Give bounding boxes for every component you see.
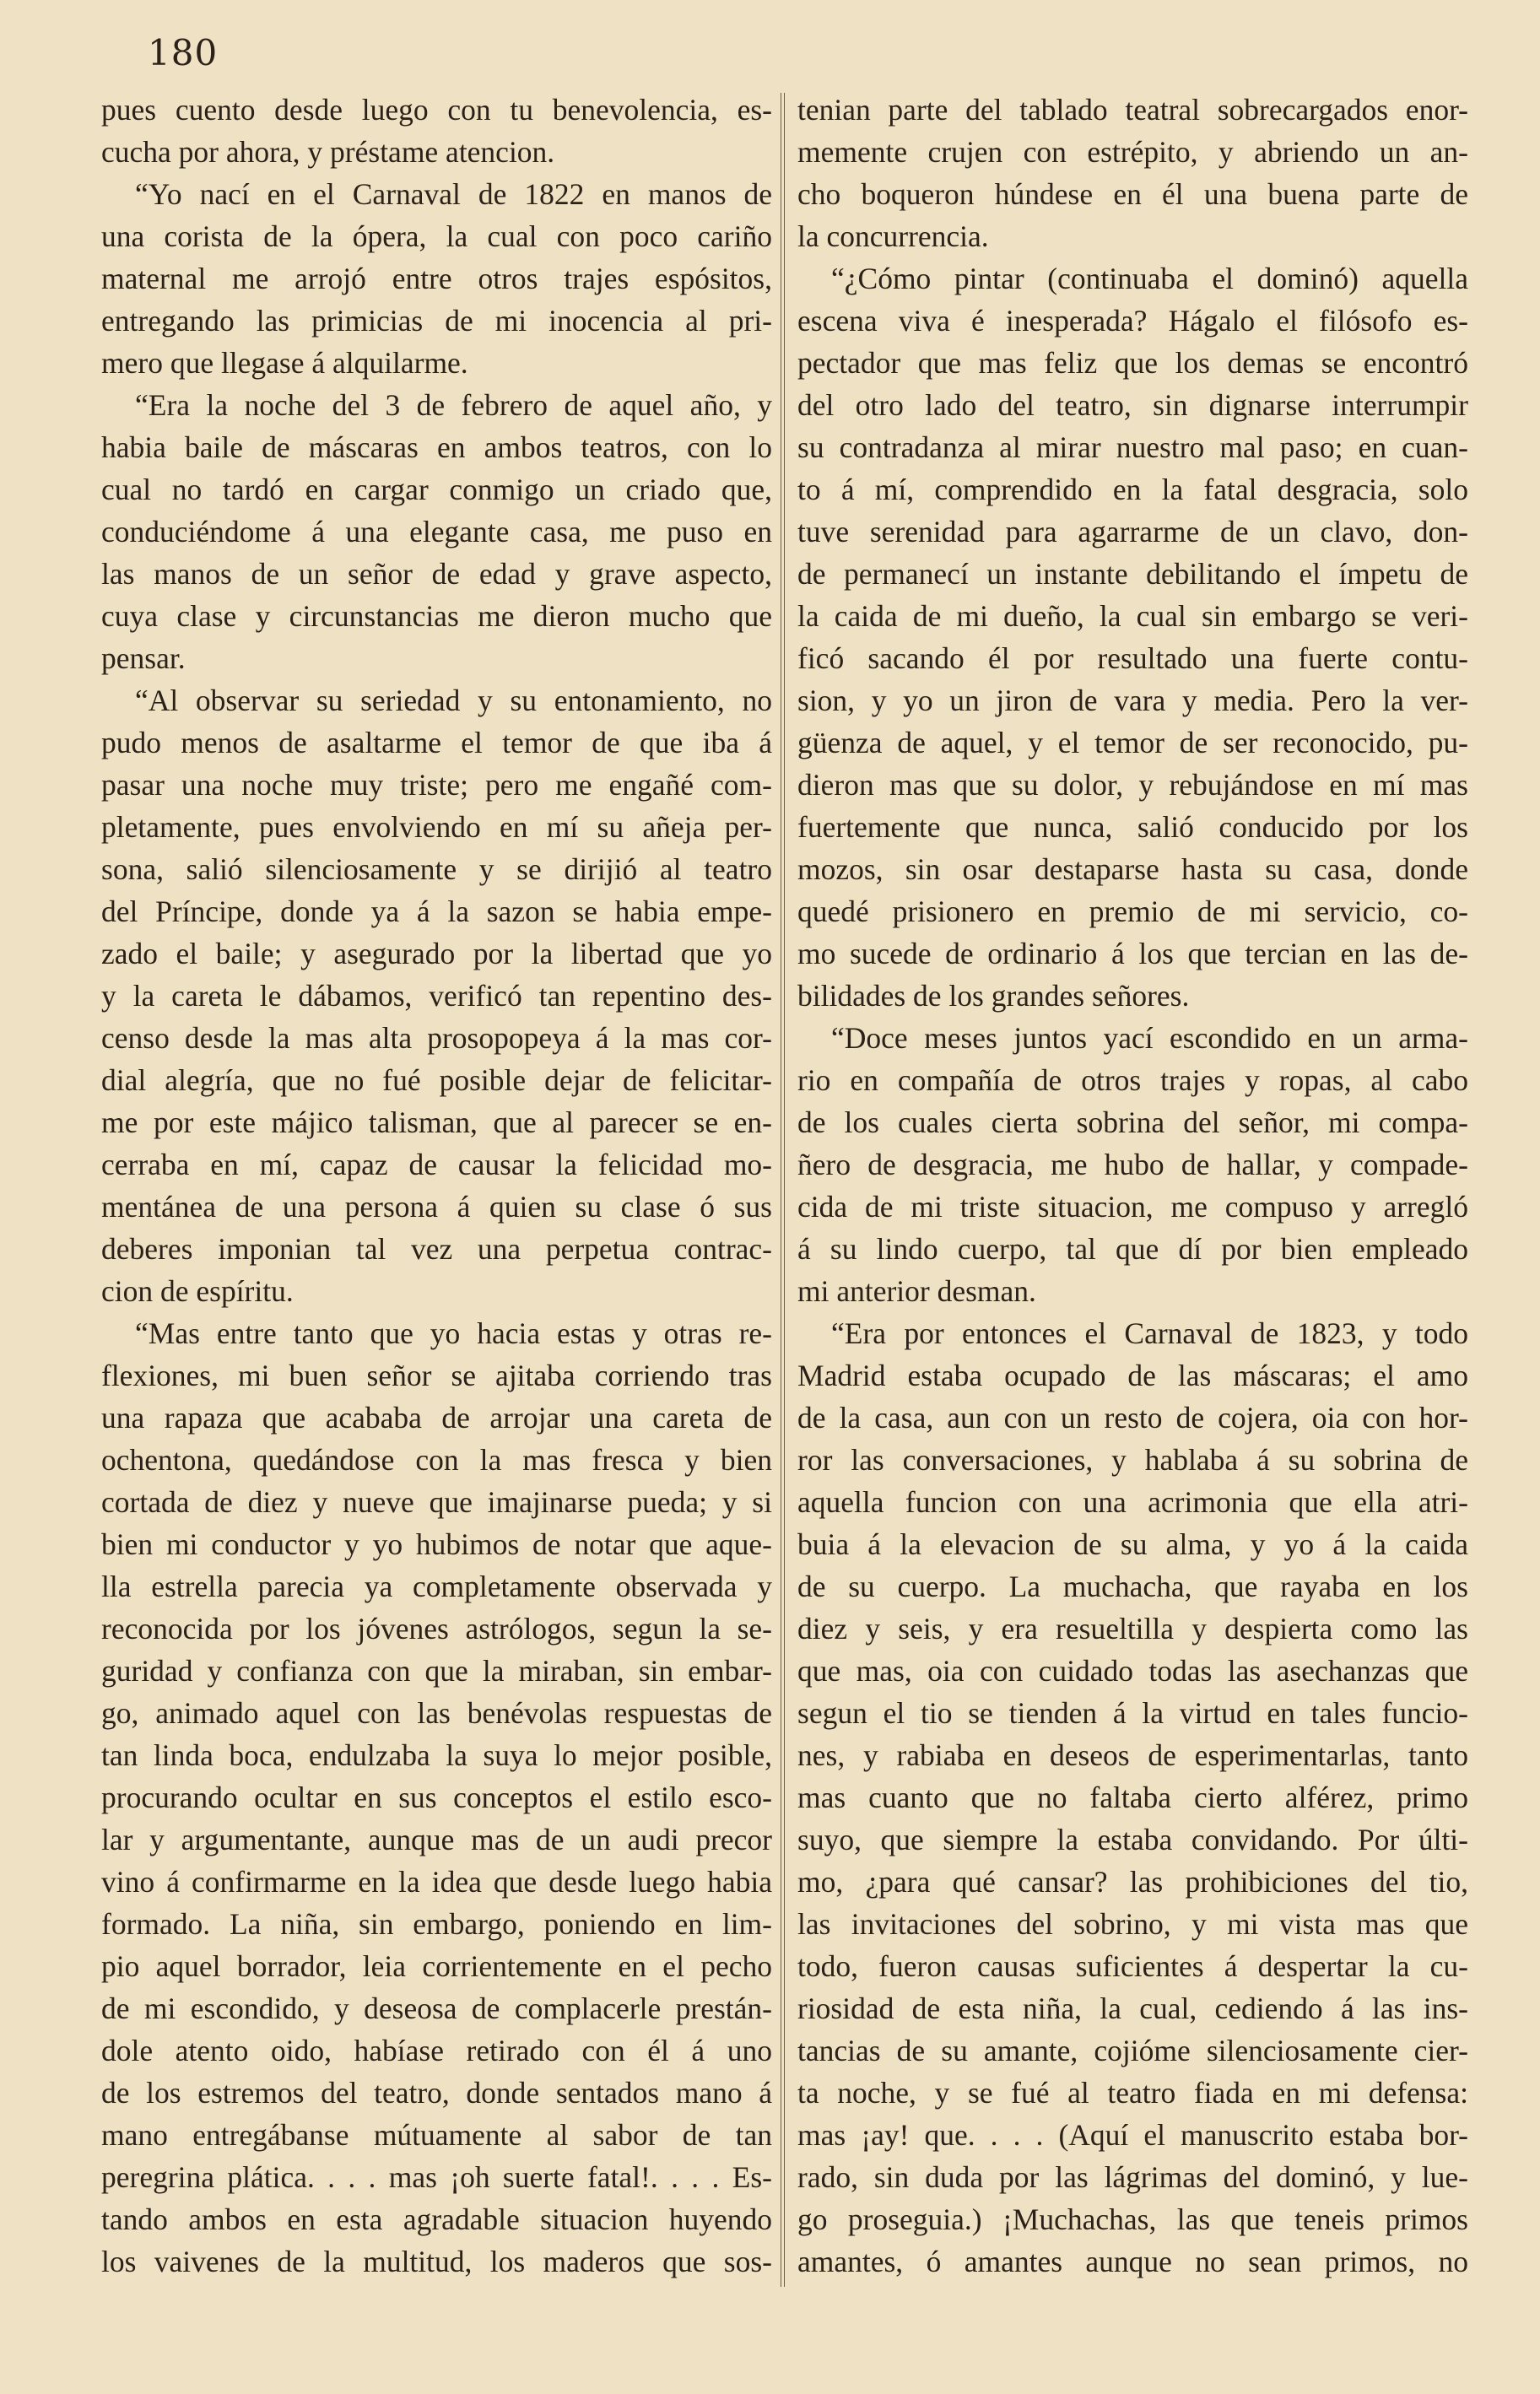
- text-line: amantes, ó amantes aunque no sean primos, no: [797, 2245, 1468, 2278]
- text-line: ror las conversaciones, y hablaba á su sobrina de: [797, 1443, 1468, 1477]
- text-line: deberes imponian tal vez una perpetua contrac-: [101, 1232, 772, 1266]
- text-line: rado, sin duda por las lágrimas del dominó, y lue-: [797, 2160, 1468, 2194]
- text-line: me por este májico talisman, que al parecer se en-: [101, 1105, 772, 1139]
- text-line: “Era por entonces el Carnaval de 1823, y todo: [831, 1316, 1468, 1350]
- text-line: habia baile de máscaras en ambos teatros, con lo: [101, 430, 772, 464]
- text-line: cion de espíritu.: [101, 1274, 294, 1308]
- text-line: pasar una noche muy triste; pero me engañé com-: [101, 768, 772, 802]
- text-line: reconocida por los jóvenes astrólogos, segun la se-: [101, 1612, 772, 1646]
- text-line: lla estrella parecia ya completamente observada y: [101, 1570, 772, 1603]
- text-line: pues cuento desde luego con tu benevolencia, es-: [101, 93, 772, 127]
- text-line: tenian parte del tablado teatral sobrecargados enor-: [797, 93, 1468, 127]
- text-line: mano entregábanse mútuamente al sabor de tan: [101, 2118, 772, 2152]
- text-line: mas cuanto que no faltaba cierto alférez, primo: [797, 1781, 1468, 1814]
- text-line: censo desde la mas alta prosopopeya á la mas cor-: [101, 1021, 772, 1055]
- text-line: de mi escondido, y deseosa de complacerle prestán-: [101, 1991, 772, 2025]
- text-line: “¿Cómo pintar (continuaba el dominó) aquella: [831, 262, 1468, 295]
- text-line: fuertemente que nunca, salió conducido por los: [797, 810, 1468, 844]
- column-divider: [781, 93, 785, 2287]
- text-line: dieron mas que su dolor, y rebujándose en mí mas: [797, 768, 1468, 802]
- text-line: pensar.: [101, 641, 186, 675]
- text-line: cerraba en mí, capaz de causar la felicidad mo-: [101, 1148, 772, 1181]
- text-line: los vaivenes de la multitud, los maderos que sos-: [101, 2245, 772, 2278]
- left-column: [101, 89, 772, 2283]
- text-line: memente crujen con estrépito, y abriendo un an-: [797, 135, 1468, 169]
- text-line: de los estremos del teatro, donde sentados mano á: [101, 2076, 772, 2110]
- text-line: la concurrencia.: [797, 219, 989, 253]
- text-line: “Al observar su seriedad y su entonamiento, no: [135, 684, 772, 717]
- text-line: rio en compañía de otros trajes y ropas, al cabo: [797, 1063, 1468, 1097]
- text-line: “Era la noche del 3 de febrero de aquel año, y: [135, 388, 772, 422]
- text-line: todo, fueron causas suficientes á despertar la cu-: [797, 1949, 1468, 1983]
- text-line: bien mi conductor y yo hubimos de notar que aque-: [101, 1527, 772, 1561]
- text-line: nes, y rabiaba en deseos de esperimentarlas, tanto: [797, 1738, 1468, 1772]
- text-line: Madrid estaba ocupado de las máscaras; el amo: [797, 1359, 1468, 1392]
- text-line: entregando las primicias de mi inocencia al pri-: [101, 304, 772, 338]
- text-line: quedé prisionero en premio de mi servicio, co-: [797, 894, 1468, 928]
- text-line: á su lindo cuerpo, tal que dí por bien empleado: [797, 1232, 1468, 1266]
- text-line: tando ambos en esta agradable situacion huyendo: [101, 2202, 772, 2236]
- text-line: maternal me arrojó entre otros trajes espósitos,: [101, 262, 772, 295]
- text-line: güenza de aquel, y el temor de ser reconocido, pu-: [797, 726, 1468, 759]
- text-line: tan linda boca, endulzaba la suya lo mejor posible,: [101, 1738, 772, 1772]
- text-line: escena viva é inesperada? Hágalo el filósofo es-: [797, 304, 1468, 338]
- text-line: pletamente, pues envolviendo en mí su añeja per-: [101, 810, 772, 844]
- text-line: diez y seis, y era resueltilla y despierta como las: [797, 1612, 1468, 1646]
- text-line: flexiones, mi buen señor se ajitaba corriendo tras: [101, 1359, 772, 1392]
- text-line: sion, y yo un jiron de vara y media. Pero la ver-: [797, 684, 1468, 717]
- text-line: mo, ¿para qué cansar? las prohibiciones del tio,: [797, 1865, 1468, 1899]
- text-line: pudo menos de asaltarme el temor de que iba á: [101, 726, 772, 759]
- text-line: formado. La niña, sin embargo, poniendo en lim-: [101, 1907, 772, 1941]
- text-line: “Mas entre tanto que yo hacia estas y otras re-: [135, 1316, 772, 1350]
- text-line: su contradanza al mirar nuestro mal paso; en cuan-: [797, 430, 1468, 464]
- text-line: cual no tardó en cargar conmigo un criado que,: [101, 473, 772, 506]
- text-line: de permanecí un instante debilitando el ímpetu de: [797, 557, 1468, 591]
- text-line: cucha por ahora, y préstame atencion.: [101, 135, 555, 169]
- text-line: pectador que mas feliz que los demas se encontró: [797, 346, 1468, 380]
- text-line: que mas, oia con cuidado todas las asechanzas que: [797, 1654, 1468, 1688]
- text-line: suyo, que siempre la estaba convidando. Por últi-: [797, 1823, 1468, 1856]
- text-line: bilidades de los grandes señores.: [797, 979, 1190, 1013]
- text-line: tancias de su amante, cojióme silenciosamente cier-: [797, 2034, 1468, 2067]
- text-line: mo sucede de ordinario á los que tercian en las de-: [797, 937, 1468, 970]
- page-number: 180: [148, 32, 219, 73]
- text-line: lar y argumentante, aunque mas de un audi precor: [101, 1823, 772, 1856]
- text-line: las invitaciones del sobrino, y mi vista mas que: [797, 1907, 1468, 1941]
- text-line: guridad y confianza con que la miraban, sin embar-: [101, 1654, 772, 1688]
- text-line: de la casa, aun con un resto de cojera, oia con hor-: [797, 1401, 1468, 1435]
- text-line: riosidad de esta niña, la cual, cediendo á las ins-: [797, 1991, 1468, 2025]
- text-line: vino á confirmarme en la idea que desde luego habia: [101, 1865, 772, 1899]
- text-line: cho boqueron húndese en él una buena parte de: [797, 177, 1468, 211]
- text-line: conduciéndome á una elegante casa, me puso en: [101, 515, 772, 549]
- text-line: de los cuales cierta sobrina del señor, mi compa-: [797, 1105, 1468, 1139]
- text-line: ta noche, y se fué al teatro fiada en mi defensa:: [797, 2076, 1468, 2110]
- text-line: dole atento oido, habíase retirado con él á uno: [101, 2034, 772, 2067]
- text-line: del otro lado del teatro, sin dignarse interrumpir: [797, 388, 1468, 422]
- text-line: cortada de diez y nueve que imajinarse pueda; y si: [101, 1485, 772, 1519]
- text-line: buia á la elevacion de su alma, y yo á la caida: [797, 1527, 1468, 1561]
- text-line: peregrina plática. . . . mas ¡oh suerte fatal!. . . . Es-: [101, 2160, 772, 2194]
- text-line: y la careta le dábamos, verificó tan repentino des-: [101, 979, 772, 1013]
- text-line: la caida de mi dueño, la cual sin embargo se veri-: [797, 599, 1468, 633]
- text-line: pio aquel borrador, leia corrientemente en el pecho: [101, 1949, 772, 1983]
- text-line: ñero de desgracia, me hubo de hallar, y compade-: [797, 1148, 1468, 1181]
- text-line: “Yo nací en el Carnaval de 1822 en manos de: [135, 177, 772, 211]
- text-line: procurando ocultar en sus conceptos el estilo esco-: [101, 1781, 772, 1814]
- text-line: zado el baile; y asegurado por la libertad que yo: [101, 937, 772, 970]
- text-line: de su cuerpo. La muchacha, que rayaba en los: [797, 1570, 1468, 1603]
- text-line: cuya clase y circunstancias me dieron mucho que: [101, 599, 772, 633]
- text-line: del Príncipe, donde ya á la sazon se habia empe-: [101, 894, 772, 928]
- text-line: mas ¡ay! que. . . . (Aquí el manuscrito estaba bor-: [797, 2118, 1468, 2152]
- text-line: go proseguia.) ¡Muchachas, las que teneis primos: [797, 2202, 1468, 2236]
- text-line: mentánea de una persona á quien su clase ó sus: [101, 1190, 772, 1224]
- text-line: tuve serenidad para agarrarme de un clavo, don-: [797, 515, 1468, 549]
- text-line: una corista de la ópera, la cual con poco cariño: [101, 219, 772, 253]
- text-line: sona, salió silenciosamente y se dirijió al teatro: [101, 852, 772, 886]
- text-line: mi anterior desman.: [797, 1274, 1036, 1308]
- text-line: dial alegría, que no fué posible dejar de felicitar-: [101, 1063, 772, 1097]
- text-line: to á mí, comprendido en la fatal desgracia, solo: [797, 473, 1468, 506]
- text-line: “Doce meses juntos yací escondido en un arma-: [831, 1021, 1468, 1055]
- text-line: go, animado aquel con las benévolas respuestas de: [101, 1696, 772, 1730]
- text-line: ochentona, quedándose con la mas fresca y bien: [101, 1443, 772, 1477]
- text-line: las manos de un señor de edad y grave aspecto,: [101, 557, 772, 591]
- right-column: [797, 89, 1468, 2283]
- text-line: mozos, sin osar destaparse hasta su casa, donde: [797, 852, 1468, 886]
- text-line: segun el tio se tienden á la virtud en tales funcio-: [797, 1696, 1468, 1730]
- text-line: cida de mi triste situacion, me compuso y arregló: [797, 1190, 1468, 1224]
- text-line: ficó sacando él por resultado una fuerte contu-: [797, 641, 1468, 675]
- text-line: aquella funcion con una acrimonia que ella atri-: [797, 1485, 1468, 1519]
- text-line: una rapaza que acababa de arrojar una careta de: [101, 1401, 772, 1435]
- text-line: mero que llegase á alquilarme.: [101, 346, 468, 380]
